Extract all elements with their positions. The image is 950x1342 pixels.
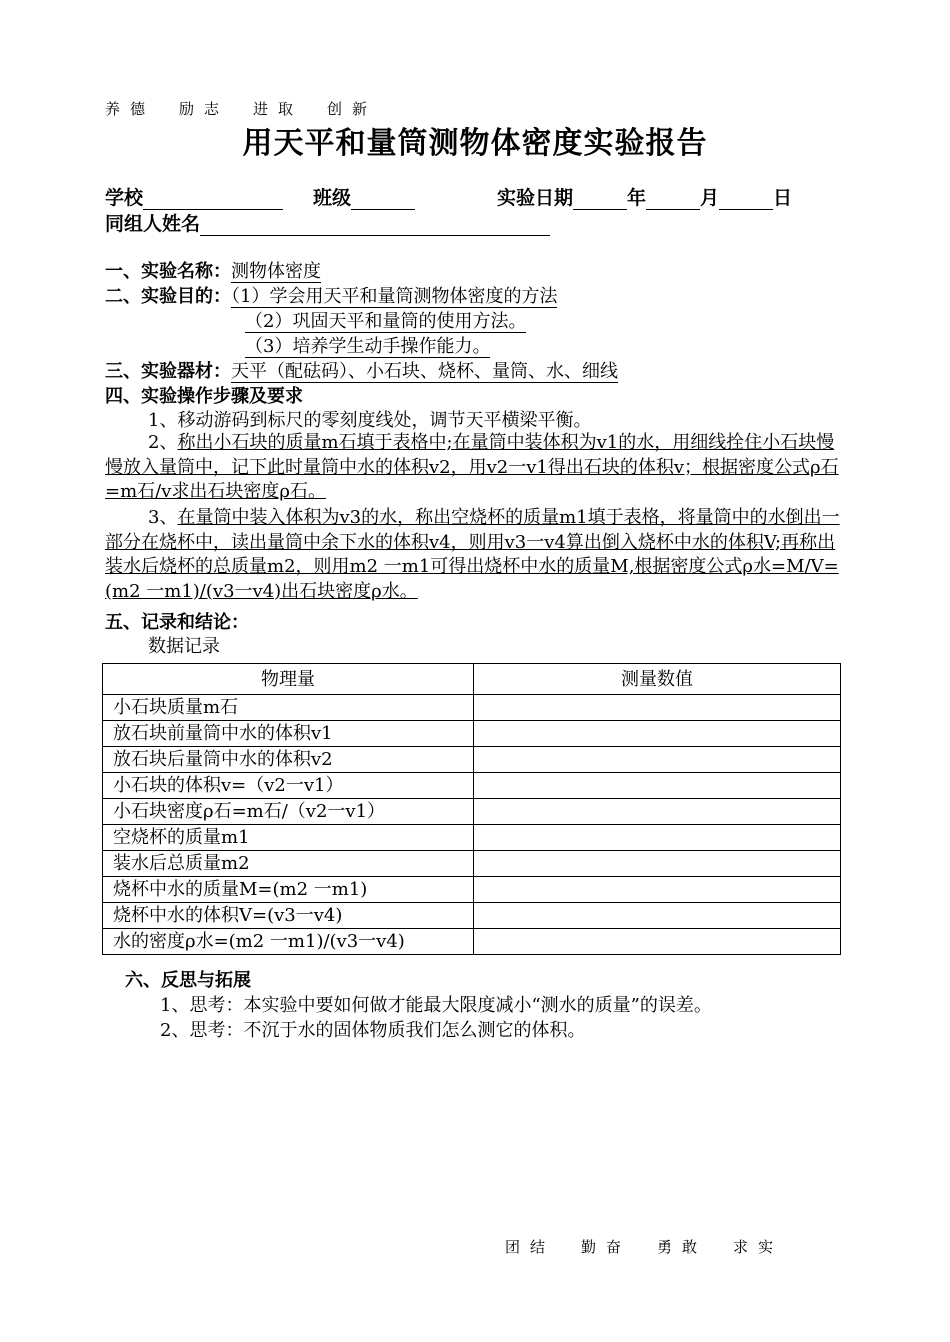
section1-label: 一、实验名称： <box>105 261 231 282</box>
row-label: 烧杯中水的体积V=(v3一v4) <box>103 903 474 929</box>
motto-word: 进取 <box>253 100 304 118</box>
motto-top <box>105 98 401 119</box>
group-label: 同组人姓名 <box>105 213 201 235</box>
table-row <box>103 773 841 799</box>
table-row <box>103 721 841 747</box>
section-record-heading: 五、记录和结论： <box>105 612 249 633</box>
table-row <box>103 903 841 929</box>
row-label: 放石块后量筒中水的体积v2 <box>103 747 474 773</box>
data-record-label: 数据记录 <box>148 636 220 657</box>
section-equipment <box>105 357 618 383</box>
class-blank[interactable] <box>351 191 415 210</box>
step-2-text: 称出小石块的质量m石填于表格中;在量筒中装体积为v1的水，用细线拴住小石块慢慢放入量筒中，记下此时量筒中水的体积v2，用v2一v1得出石块的体积v；根据密度公式ρ石=m石/v求出石块密度ρ石。 <box>105 432 839 502</box>
motto-word: 养德 <box>105 100 156 118</box>
class-field <box>313 183 415 210</box>
section3-value: 天平（配砝码）、小石块、烧杯、量筒、水、细线 <box>231 361 618 382</box>
purpose-item: （1）学会用天平和量筒测物体密度的方法 <box>231 286 558 307</box>
motto-word: 团结 <box>505 1238 556 1256</box>
purpose-item-3 <box>245 332 490 358</box>
step-3-prefix: 3、 <box>148 507 178 528</box>
month-label: 月 <box>700 187 720 209</box>
school-field <box>105 183 283 210</box>
purpose-item: （3）培养学生动手操作能力。 <box>245 336 491 357</box>
date-field <box>497 183 792 210</box>
table-row <box>103 695 841 721</box>
purpose-item-2 <box>245 307 526 333</box>
motto-word: 勤奋 <box>581 1238 632 1256</box>
day-label: 日 <box>773 187 793 209</box>
value-cell[interactable] <box>474 825 841 851</box>
data-table <box>102 663 841 955</box>
motto-word: 创新 <box>327 100 378 118</box>
motto-word: 励志 <box>179 100 230 118</box>
row-label: 空烧杯的质量m1 <box>103 825 474 851</box>
step-3 <box>105 506 847 604</box>
section2-label: 二、实验目的： <box>105 286 231 307</box>
motto-word: 勇敢 <box>657 1238 708 1256</box>
value-cell[interactable] <box>474 929 841 955</box>
step-3-text: 在量筒中装入体积为v3的水，称出空烧杯的质量m1填于表格，将量筒中的水倒出一部分在烧杯中，读出量筒中余下水的体积v4，则用v3一v4算出倒入烧杯中水的体积V;再称出装水后烧杯的总质量m2，则用m2 一m1可得出烧杯中水的质量M,根据密度公式ρ水=M/V=(m2 一m1)/(v3一v4)出石块密度ρ水。 <box>105 507 840 602</box>
table-row <box>103 851 841 877</box>
day-blank[interactable] <box>719 191 773 210</box>
section1-value: 测物体密度 <box>231 261 321 282</box>
table-row <box>103 747 841 773</box>
motto-word: 求实 <box>733 1238 784 1256</box>
row-label: 小石块质量m石 <box>103 695 474 721</box>
table-row <box>103 799 841 825</box>
header-value: 测量数值 <box>474 664 841 695</box>
school-label: 学校 <box>105 187 144 209</box>
row-label: 烧杯中水的质量M=(m2 一m1) <box>103 877 474 903</box>
section-reflection-heading: 六、反思与拓展 <box>125 970 251 991</box>
value-cell[interactable] <box>474 799 841 825</box>
step-1: 1、移动游码到标尺的零刻度线处，调节天平横梁平衡。 <box>148 410 592 431</box>
value-cell[interactable] <box>474 695 841 721</box>
value-cell[interactable] <box>474 851 841 877</box>
page-title: 用天平和量筒测物体密度实验报告 <box>242 126 708 161</box>
table-row <box>103 929 841 955</box>
date-label: 实验日期 <box>497 187 574 209</box>
row-label: 水的密度ρ水=(m2 一m1)/(v3一v4) <box>103 929 474 955</box>
value-cell[interactable] <box>474 747 841 773</box>
section-experiment-purpose <box>105 282 557 308</box>
step-2-prefix: 2、 <box>148 432 178 453</box>
class-label: 班级 <box>313 187 352 209</box>
header-quantity: 物理量 <box>103 664 474 695</box>
row-label: 装水后总质量m2 <box>103 851 474 877</box>
year-blank[interactable] <box>573 191 627 210</box>
row-label: 小石块密度ρ石=m石/（v2一v1） <box>103 799 474 825</box>
value-cell[interactable] <box>474 877 841 903</box>
table-row <box>103 877 841 903</box>
section3-label: 三、实验器材： <box>105 361 231 382</box>
purpose-item: （2）巩固天平和量筒的使用方法。 <box>245 311 527 332</box>
group-blank[interactable] <box>200 217 550 236</box>
school-blank[interactable] <box>143 191 283 210</box>
table-row <box>103 825 841 851</box>
value-cell[interactable] <box>474 903 841 929</box>
reflection-question: 1、思考：本实验中要如何做才能最大限度减小“测水的质量”的误差。 <box>160 995 712 1016</box>
month-blank[interactable] <box>646 191 700 210</box>
motto-bottom <box>505 1236 783 1257</box>
year-label: 年 <box>627 187 647 209</box>
group-field <box>105 209 550 236</box>
section-steps-heading: 四、实验操作步骤及要求 <box>105 386 303 407</box>
value-cell[interactable] <box>474 721 841 747</box>
value-cell[interactable] <box>474 773 841 799</box>
step-2 <box>105 431 847 505</box>
row-label: 放石块前量筒中水的体积v1 <box>103 721 474 747</box>
section-experiment-name <box>105 257 321 283</box>
table-header-row <box>103 664 841 695</box>
row-label: 小石块的体积v=（v2一v1） <box>103 773 474 799</box>
reflection-question: 2、思考：不沉于水的固体物质我们怎么测它的体积。 <box>160 1020 586 1041</box>
